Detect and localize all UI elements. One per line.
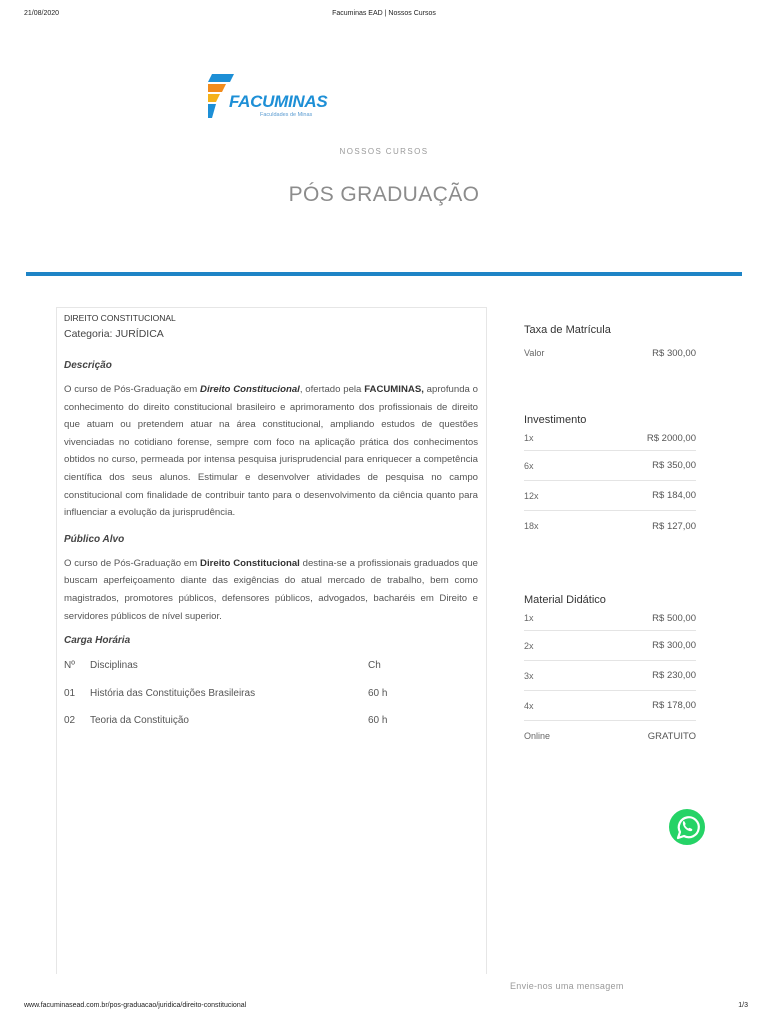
facuminas-logo[interactable]: [206, 72, 336, 122]
disciplina-hours: 60 h: [368, 687, 388, 699]
material-label: Online: [524, 731, 551, 741]
header-disciplina: Disciplinas: [90, 660, 138, 672]
disciplinas-table: [64, 652, 478, 735]
installments-label: 18x: [524, 521, 539, 531]
material-label: 3x: [524, 670, 534, 681]
disciplina-number: 01: [64, 687, 76, 699]
investimento-row: [524, 481, 696, 511]
material-row: [524, 721, 696, 751]
whatsapp-icon: [666, 806, 708, 848]
print-title: Facuminas EAD | Nossos Cursos: [332, 10, 436, 17]
descricao-text: O curso de Pós-Graduação em Direito Constitucional, ofertado pela FACUMINAS, aprofunda o conhecimento do direito constitucional brasileiro e aprimoramento dos profissionais de direito que atuam ou pretendem atuar na área constitucional, ampliando estudos de questões vivenciadas no cotidiano forense, sempre com foco na aplicação prática dos conhecimentos obtidos no curso, permeada por intensa pesquisa jurisprudencial para enriquecer a competência científica dos seus alunos. Estimular e desenvolver atividades de pesquisa no campo constitucional com finalidade de contribuir tanto para o desenvolvimento da ciência quanto para influenciar a evolução da jurisprudência.: [64, 384, 478, 519]
disciplina-hours: 60 h: [368, 715, 388, 727]
installment-value: R$ 2000,00: [646, 432, 696, 444]
table-row: [64, 707, 478, 735]
print-footer: [24, 1002, 748, 1009]
page-number: 1/3: [738, 1002, 748, 1009]
material-value: GRATUITO: [647, 730, 696, 742]
header-divider: [26, 272, 742, 276]
material-value: R$ 178,00: [652, 700, 696, 711]
installment-value: R$ 184,00: [652, 490, 696, 501]
taxa-row: [524, 338, 696, 368]
header-ch: Ch: [368, 660, 381, 672]
print-date: 21/08/2020: [24, 10, 60, 17]
investimento-row: [524, 451, 696, 481]
investimento-panel: [524, 414, 696, 541]
logo-tagline: Faculdades de Minas: [260, 112, 313, 118]
table-header-row: [64, 652, 478, 680]
material-value: R$ 500,00: [652, 612, 696, 624]
send-message-link[interactable]: Envie-nos uma mensagem: [510, 981, 624, 991]
descricao-heading: Descrição: [64, 360, 112, 371]
table-row: [64, 680, 478, 708]
investimento-heading: Investimento: [524, 414, 587, 426]
footer-url: www.facuminasead.com.br/pos-graduacao/juridica/direito-constitucional: [24, 1002, 247, 1009]
taxa-label: Valor: [524, 348, 545, 358]
installment-value: R$ 127,00: [652, 520, 696, 532]
logo-text: FACUMINAS: [229, 92, 328, 111]
installment-value: R$ 350,00: [652, 460, 696, 471]
course-category: Categoria: JURÍDICA: [64, 328, 164, 340]
whatsapp-button[interactable]: [666, 806, 708, 848]
investimento-row: [524, 426, 696, 451]
taxa-matricula-panel: [524, 324, 696, 368]
disciplina-number: 02: [64, 715, 76, 727]
disciplina-name: História das Constituições Brasileiras: [90, 687, 256, 699]
publico-text: O curso de Pós-Graduação em Direito Constitucional destina-se a profissionais graduados que buscam aperfeiçoamento diante das exigências do atual mercado de trabalho, bem como magistrados, promotores públicos, defensores públicos, advogados, bacharéis em Direito e servidores públicos de nível superior.: [64, 557, 479, 622]
print-header: [0, 10, 768, 22]
material-value: R$ 230,00: [652, 670, 696, 681]
installments-label: 6x: [524, 460, 534, 471]
material-row: [524, 661, 696, 691]
material-value: R$ 300,00: [652, 640, 696, 651]
course-details-panel: [56, 307, 487, 974]
taxa-value: R$ 300,00: [652, 347, 696, 359]
material-heading: Material Didático: [524, 594, 606, 606]
taxa-heading: Taxa de Matrícula: [524, 324, 611, 336]
material-label: 1x: [524, 613, 534, 623]
course-name: DIREITO CONSTITUCIONAL: [64, 313, 176, 323]
material-label: 4x: [524, 700, 534, 711]
material-didatico-panel: [524, 594, 696, 751]
section-kicker: NOSSOS CURSOS: [339, 147, 429, 156]
carga-heading: Carga Horária: [64, 635, 131, 647]
investimento-row: [524, 511, 696, 541]
header-n: Nº: [64, 660, 75, 672]
installments-label: 12x: [524, 490, 539, 501]
material-row: [524, 606, 696, 631]
material-row: [524, 691, 696, 721]
publico-heading: Público Alvo: [64, 533, 125, 545]
page-title: PÓS GRADUAÇÃO: [288, 183, 480, 206]
disciplina-name: Teoria da Constituição: [90, 715, 189, 727]
installments-label: 1x: [524, 433, 534, 443]
material-label: 2x: [524, 640, 534, 651]
material-row: [524, 631, 696, 661]
